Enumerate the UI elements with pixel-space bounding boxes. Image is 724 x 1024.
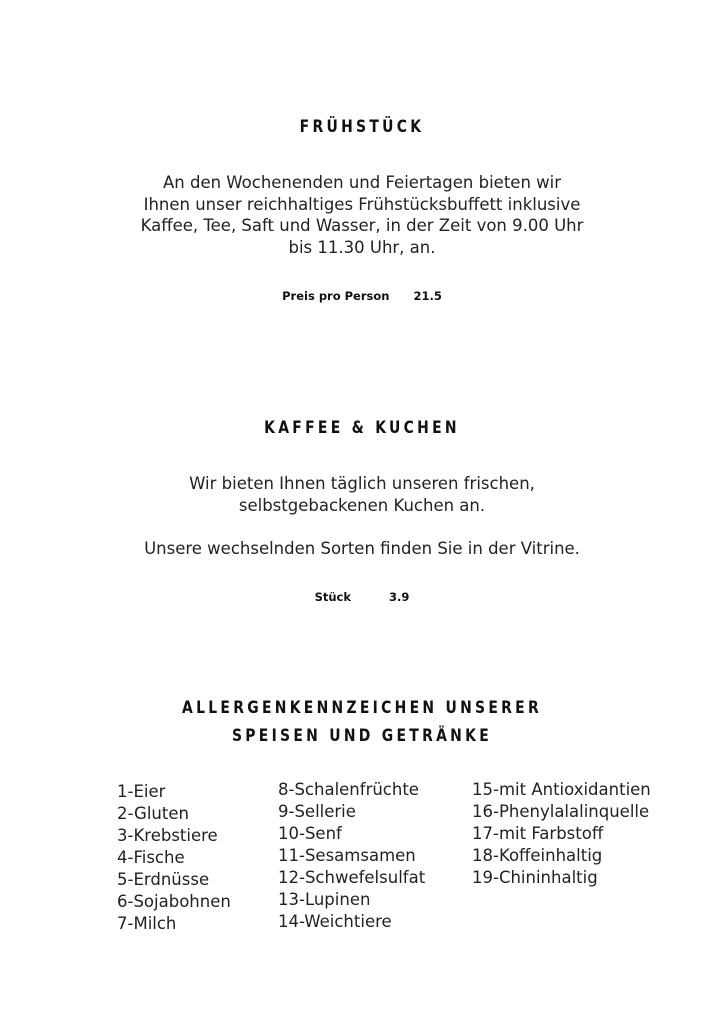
allergen-item: 17-mit Farbstoff xyxy=(472,824,604,843)
allergen-item: 10-Senf xyxy=(278,824,342,843)
allergen-item: 9-Sellerie xyxy=(278,802,356,821)
fruehstueck-price-row xyxy=(0,289,724,303)
allergen-item: 13-Lupinen xyxy=(278,890,371,909)
allergen-item: 4-Fische xyxy=(117,848,185,867)
allergen-item: 1-Eier xyxy=(117,782,166,801)
allergen-item: 18-Koffeinhaltig xyxy=(472,846,603,865)
allergen-item: 5-Erdnüsse xyxy=(117,870,210,889)
allergene-title-line-2: SPEISEN UND GETRÄNKE xyxy=(231,726,493,746)
fruehstueck-line-1: An den Wochenenden und Feiertagen bieten wir xyxy=(162,173,562,192)
allergene-title-line-1: ALLERGENKENNZEICHEN UNSERER xyxy=(182,698,542,718)
kaffee-note: Unsere wechselnden Sorten finden Sie in der Vitrine. xyxy=(144,539,580,558)
kaffee-price-row xyxy=(0,590,724,604)
allergen-item: 12-Schwefelsulfat xyxy=(278,868,426,887)
fruehstueck-title: FRÜHSTÜCK xyxy=(299,117,425,137)
allergen-item: 3-Krebstiere xyxy=(117,826,218,845)
allergen-item: 19-Chininhaltig xyxy=(472,868,598,887)
fruehstueck-line-2: Ihnen unser reichhaltiges Frühstücksbuffett inklusive xyxy=(143,194,581,214)
kaffee-line-1: Wir bieten Ihnen täglich unseren frischen, xyxy=(189,474,535,493)
allergen-item: 7-Milch xyxy=(117,914,177,933)
kaffee-description xyxy=(90,473,634,516)
allergen-item: 15-mit Antioxidantien xyxy=(472,780,651,799)
fruehstueck-line-3: Kaffee, Tee, Saft und Wasser, in der Zeit von 9.00 Uhr xyxy=(140,216,584,235)
kaffee-price-label: Stück xyxy=(314,590,352,604)
fruehstueck-description xyxy=(90,172,634,258)
allergen-item: 2-Gluten xyxy=(117,804,189,823)
fruehstueck-price-value: 21.5 xyxy=(413,289,442,303)
allergen-item: 16-Phenylalalinquelle xyxy=(472,802,650,821)
allergen-item: 11-Sesamsamen xyxy=(278,846,416,865)
kaffee-title: KAFFEE & KUCHEN xyxy=(264,418,460,438)
fruehstueck-price-label: Preis pro Person xyxy=(282,289,390,303)
allergen-item: 8-Schalenfrüchte xyxy=(278,780,419,799)
allergen-column-2 xyxy=(278,779,425,933)
allergen-item: 6-Sojabohnen xyxy=(117,892,231,911)
kaffee-line-2: selbstgebackenen Kuchen an. xyxy=(238,495,486,515)
fruehstueck-line-4: bis 11.30 Uhr, an. xyxy=(288,237,436,257)
allergen-column-3 xyxy=(472,779,651,889)
allergen-item: 14-Weichtiere xyxy=(278,912,392,931)
kaffee-price-value: 3.9 xyxy=(389,590,410,604)
allergen-column-1 xyxy=(117,781,231,935)
